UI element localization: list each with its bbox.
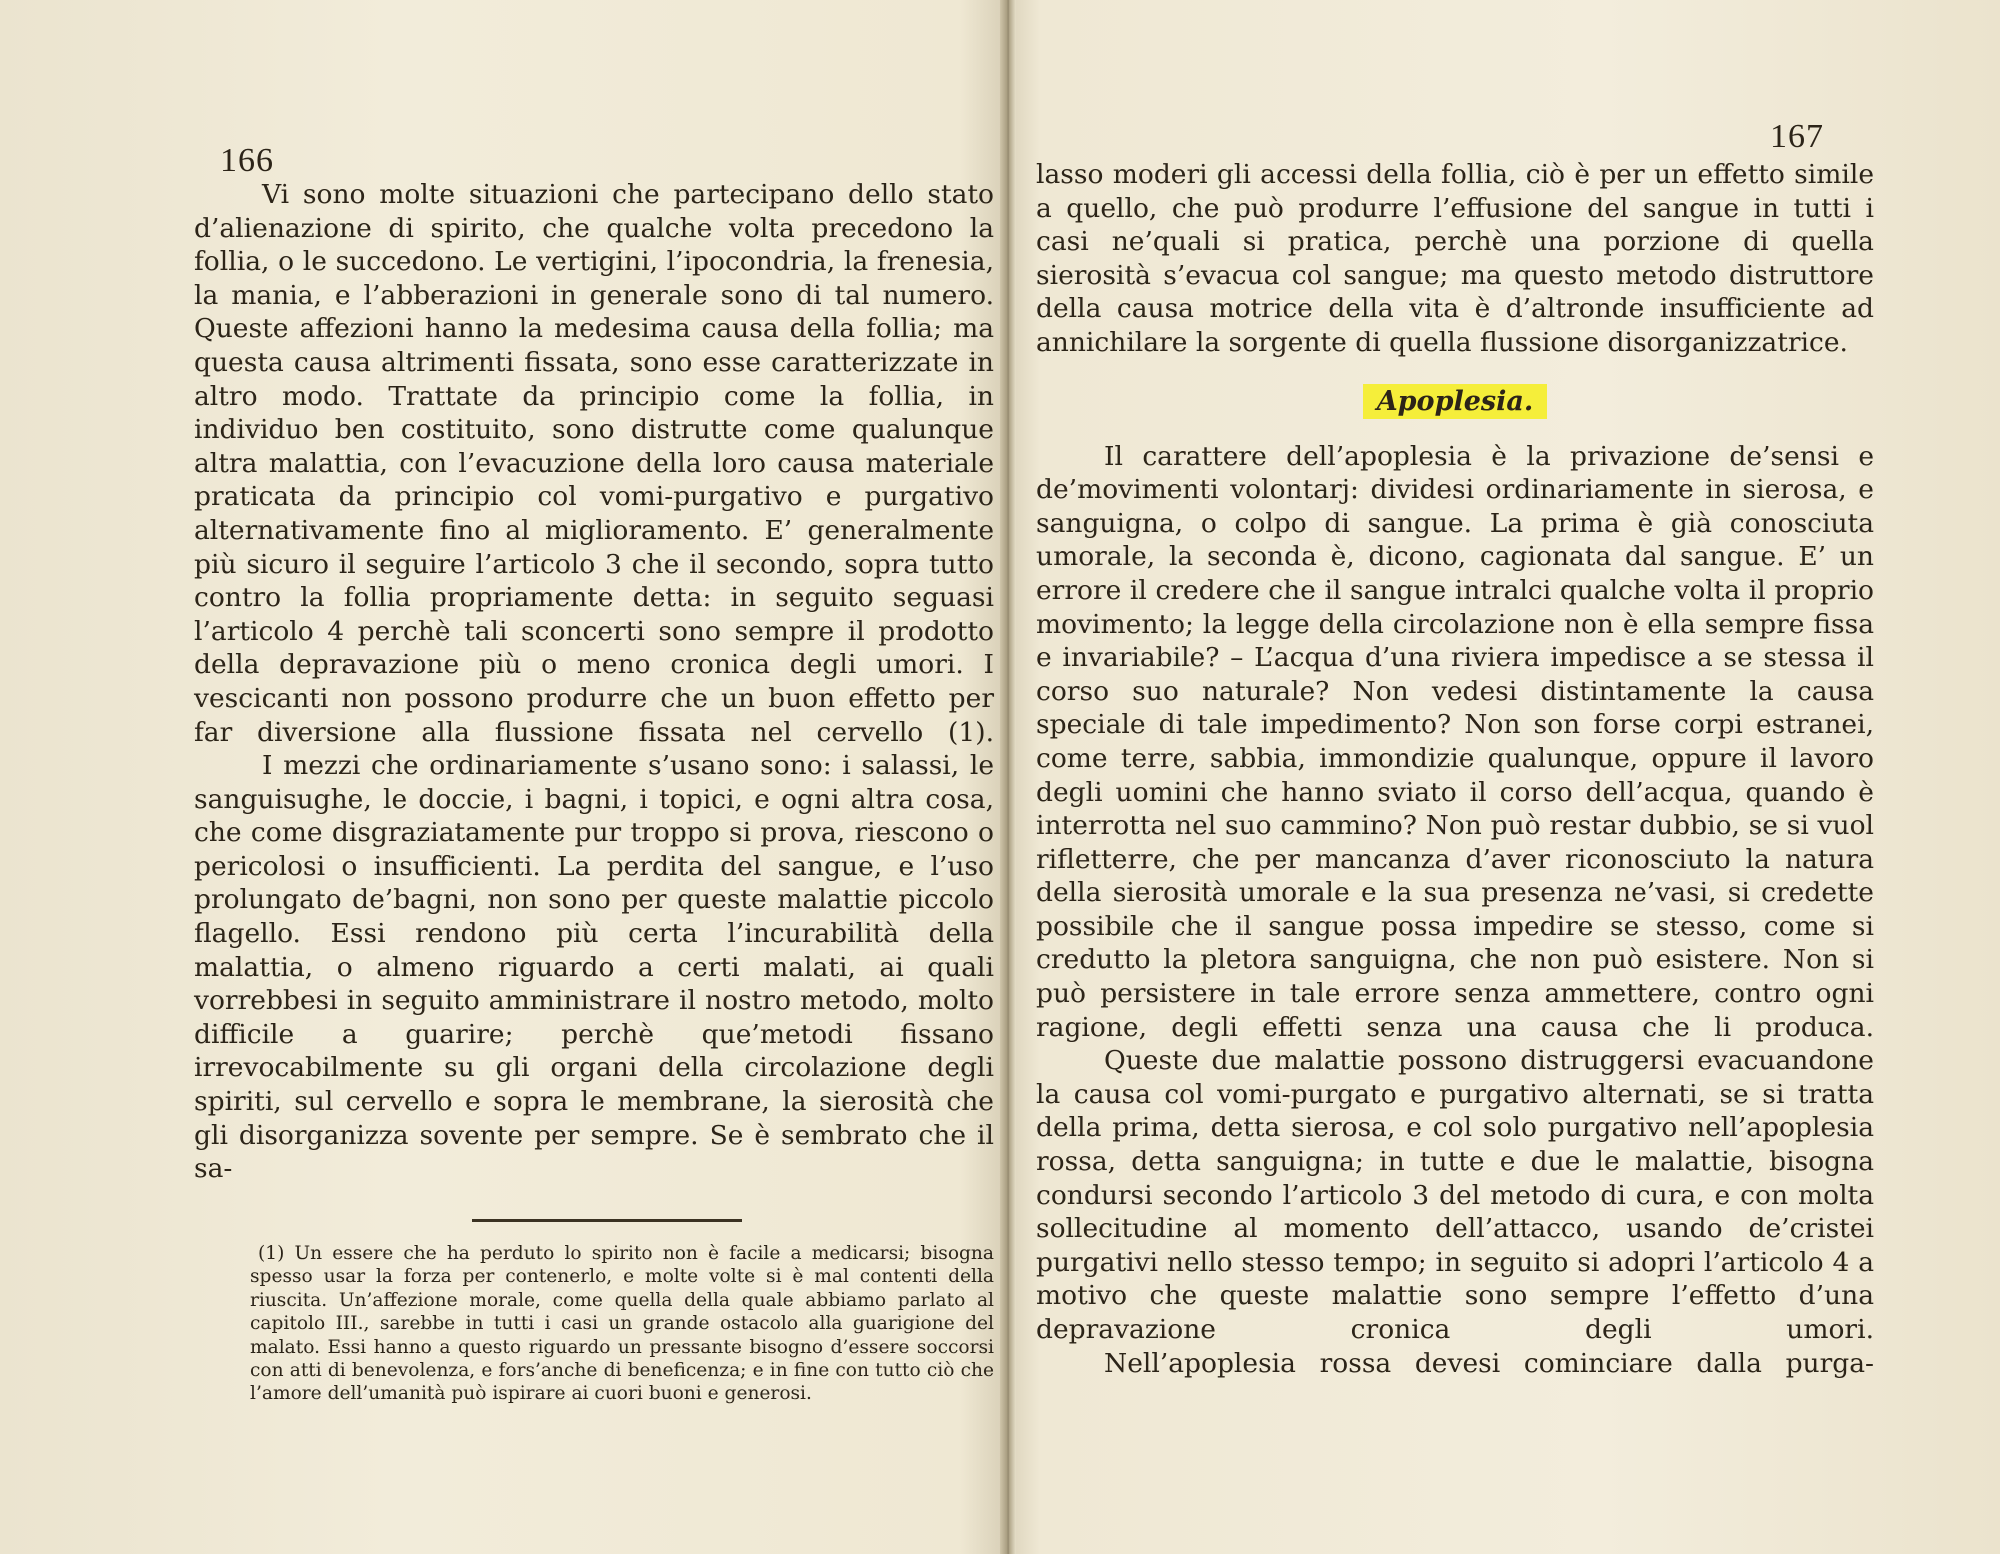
paragraph: I mezzi che ordinariamente s’usano sono: i salassi, le sanguisughe, le doccie, i bagni, i topici, e ogni altra cosa, che come disgraziatamente pur troppo si prova, riescono o pericolosi o insufficienti. La perdita del sangue, e l’uso prolungato de’bagni, non sono per queste malattie piccolo flagello. Essi rendono più certa l’incurabilità della malattia, o almeno riguardo a certi malati, ai quali vorrebbesi in seguito amministrare il nostro metodo, molto difficile a guarire; perchè que’metodi fissano irrevocabilmente su gli organi della circolazione degli spiriti, sul cervello e sopra le membrane, la sierosità che gli disorganizza sovente per sempre. Se è sembrato che il sa-: [194, 750, 994, 1185]
paragraph: Il carattere dell’apoplesia è la privazione de’sensi e de’movimenti volontarj: dividesi ordinariamente in sierosa, e sanguigna, o colpo di sangue. La prima è già conosciuta umorale, la seconda è, dicono, cagionata dal sangue. E’ un errore il credere che il sangue intralci qualche volta il proprio movimento; la legge della circolazione non è ella sempre fissa e invariabile? – L’acqua d’una riviera impedisce a se stessa il corso suo naturale? Non vedesi distintamente la causa speciale di tale impedimento? Non son forse corpi estranei, come terre, sabbia, immondizie qualunque, oppure il lavoro degli uomini che hanno sviato il corso dell’acqua, quando è interrotta nel suo cammino? Non può restar dubbio, se si vuol rifletterre, che per mancanza d’aver riconosciuto la natura della sierosità umorale e la sua presenza ne’vasi, si credette possibile che il sangue possa impedire se stesso, come si credutto la pletora sanguigna, che non può esistere. Non si può persistere in tale errore senza ammettere, contro ogni ragione, degli effetti senza una causa che li produca.: [1036, 440, 1874, 1043]
paragraph: Nell’apoplesia rossa devesi cominciare dalla purga-: [1104, 1347, 1874, 1379]
footnote: (1) Un essere che ha perduto lo spirito non è facile a medicarsi; bisogna spesso usar la forza per contenerlo, e molte volte si è mal contenti della riuscita. Un’affezione morale, come quella della quale abbiamo parlato al capitolo III., sarebbe in tutti i casi un grande ostacolo alla guarigione del malato. Essi hanno a questo riguardo un pressante bisogno d’essere soccorsi con atti di benevolenza, e fors’anche di beneficenza; e in fine con tutto ciò che l’amore dell’umanità può ispirare ai cuori buoni e generosi.: [250, 1243, 994, 1405]
footnote-divider: [472, 1219, 742, 1222]
page-number: 167: [1770, 118, 1824, 155]
left-body-text: [194, 178, 994, 1186]
paragraph: lasso moderi gli accessi della follia, ciò è per un effetto simile a quello, che può produrre l’effusione del sangue in tutti i casi ne’quali si pratica, perchè una porzione di quella sierosità s’evacua col sangue; ma questo metodo distruttore della causa motrice della vita è d’altronde insufficiente ad annichilare la sorgente di quella flussione disorganizzatrice.: [1036, 159, 1874, 358]
book-gutter: [1000, 0, 1016, 1554]
highlighted-heading: Apoplesia.: [1363, 384, 1548, 419]
footnotes: [250, 1242, 994, 1406]
paragraph: Vi sono molte situazioni che partecipano dello stato d’alienazione di spirito, che qualche volta precedono la follia, o le succedono. Le vertigini, l’ipocondria, la frenesia, la mania, e l’abberazioni in generale sono di tal numero. Queste affezioni hanno la medesima causa della follia; ma questa causa altrimenti fissata, sono esse caratterizzate in altro modo. Trattate da principio come la follia, in individuo ben costituito, sono distrutte come qualunque altra malattia, con l’evacuzione della loro causa materiale praticata da principio col vomi-purgativo e purgativo alternativamente fino al miglioramento. E’ generalmente più sicuro il seguire l’articolo 3 che il secondo, sopra tutto contro la follia propriamente detta: in seguito seguasi l’articolo 4 perchè tali sconcerti sono sempre il prodotto della depravazione più o meno cronica degli umori. I vescicanti non possono produrre che un buon effetto per far diversione alla flussione fissata nel cervello (1).: [194, 179, 994, 748]
right-page: [1016, 0, 2000, 1554]
paragraph: Queste due malattie possono distruggersi evacuandone la causa col vomi-purgato e purgativo alternati, se si tratta della prima, detta sierosa, e col solo purgativo nell’apoplesia rossa, detta sanguigna; in tutte e due le malattie, bisogna condursi secondo l’articolo 3 del metodo di cura, e con molta sollecitudine al momento dell’attacco, usando de’cristei purgativi nello stesso tempo; in seguito si adopri l’articolo 4 a motivo che queste malattie sono sempre l’effetto d’una depravazione cronica degli umori.: [1036, 1045, 1874, 1345]
page-number: 166: [220, 142, 274, 179]
right-body-text: [1036, 158, 1874, 1380]
section-heading: [1036, 382, 1874, 422]
